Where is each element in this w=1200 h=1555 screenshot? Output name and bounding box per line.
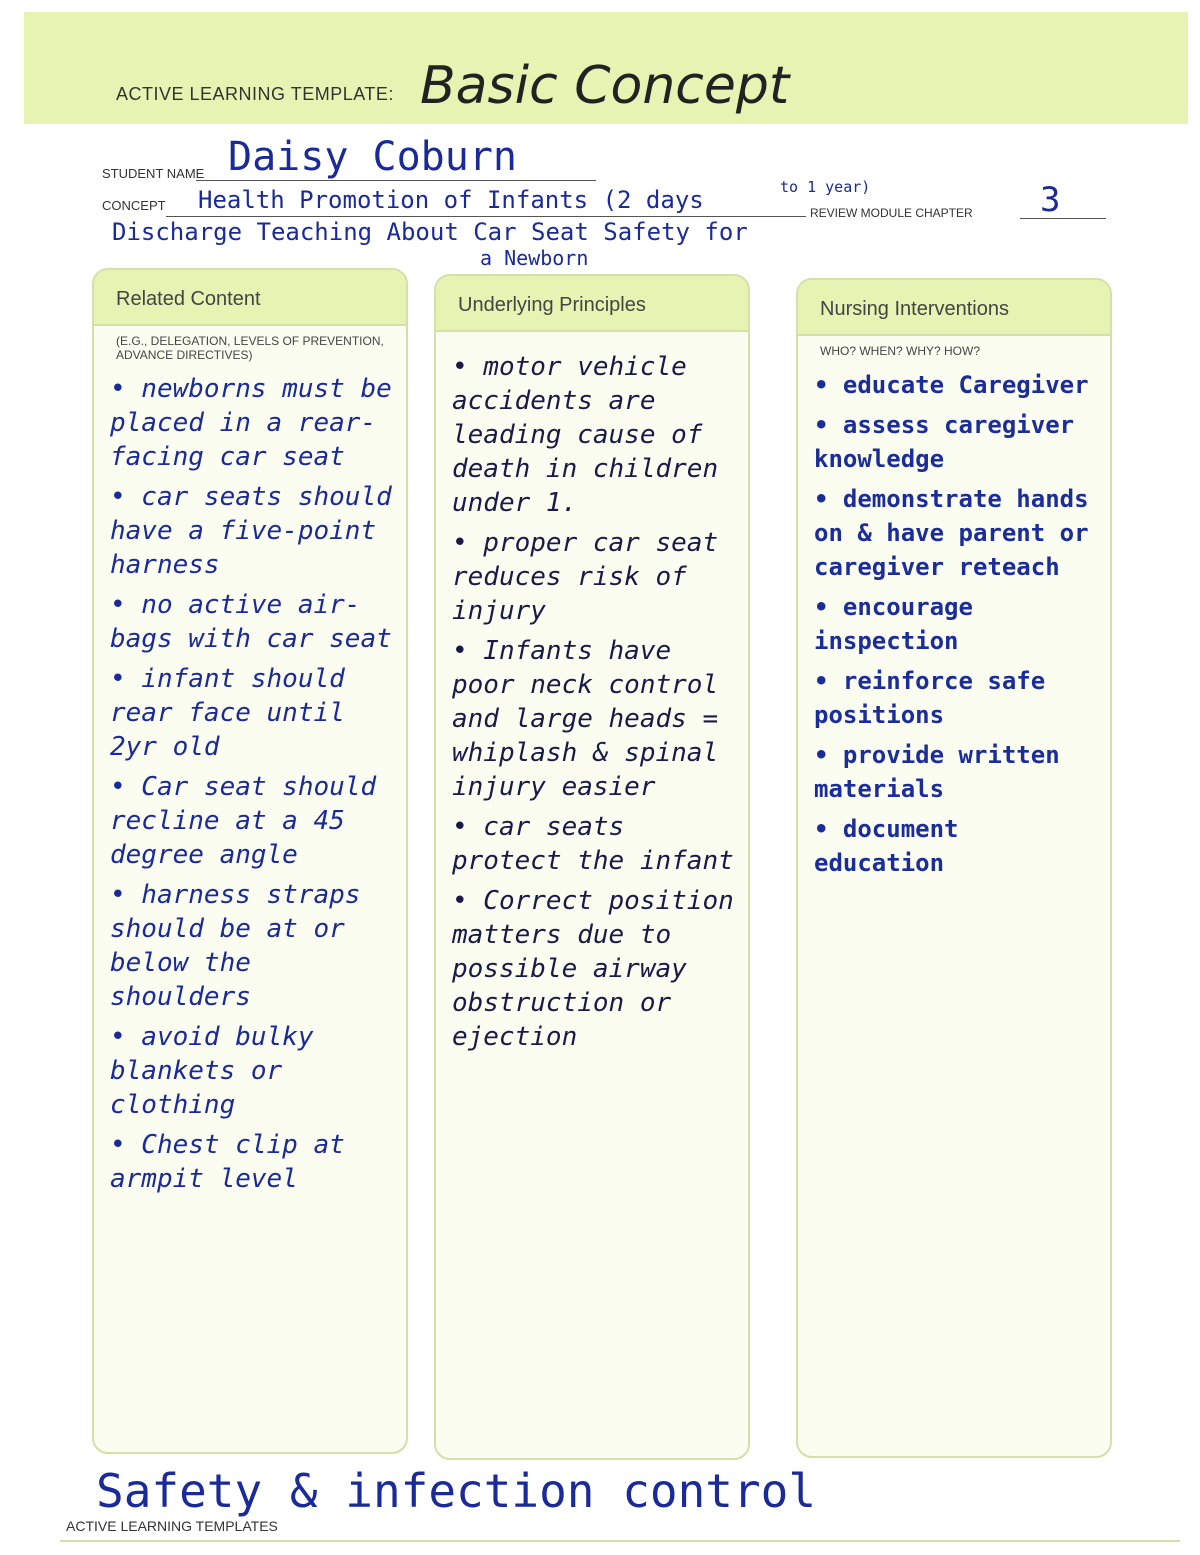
related-content-title: Related Content xyxy=(94,270,406,326)
list-item: • Infants have poor neck control and large heads = whiplash & spinal injury easier xyxy=(452,636,719,802)
list-item: • demonstrate hands on & have parent or caregiver reteach xyxy=(814,485,1089,581)
concept-superscript: to 1 year) xyxy=(780,178,871,196)
concept-label: CONCEPT xyxy=(102,198,166,213)
nursing-interventions-column xyxy=(796,278,1112,1458)
student-name-label: STUDENT NAME xyxy=(102,166,205,181)
list-item: • reinforce safe positions xyxy=(814,667,1046,729)
list-item: • newborns must be placed in a rear-facing car seat xyxy=(110,374,392,472)
list-item: • Chest clip at armpit level xyxy=(110,1130,345,1194)
list-item: • educate Caregiver xyxy=(814,371,1089,399)
footer-handwritten-note: Safety & infection control xyxy=(96,1464,817,1518)
review-module-label: REVIEW MODULE CHAPTER xyxy=(810,206,973,220)
related-content-column xyxy=(92,268,408,1454)
list-item: • car seats should have a five-point harness xyxy=(110,482,392,580)
concept-value[interactable]: Health Promotion of Infants (2 days xyxy=(198,186,704,214)
list-item: • proper car seat reduces risk of injury xyxy=(452,528,719,626)
list-item: • Correct position matters due to possible airway obstruction or ejection xyxy=(452,886,734,1052)
list-item: • infant should rear face until 2yr old xyxy=(110,664,345,762)
footer-label: ACTIVE LEARNING TEMPLATES xyxy=(66,1518,278,1534)
page-title: Basic Concept xyxy=(420,56,790,116)
review-module-line xyxy=(1020,218,1106,219)
list-item: • assess caregiver knowledge xyxy=(814,411,1075,473)
underlying-principles-title: Underlying Principles xyxy=(436,276,748,332)
nursing-interventions-subtitle: WHO? WHEN? WHY? HOW? xyxy=(820,344,981,358)
student-name-value[interactable]: Daisy Coburn xyxy=(228,134,517,180)
underlying-principles-column xyxy=(434,274,750,1460)
list-item: • car seats protect the infant xyxy=(452,812,734,876)
review-module-value[interactable]: 3 xyxy=(1040,180,1061,220)
list-item: • document education xyxy=(814,815,959,877)
list-item: • harness straps should be at or below the shoulders xyxy=(110,880,361,1012)
footer-divider xyxy=(60,1540,1180,1542)
nursing-interventions-list xyxy=(798,358,1110,880)
list-item: • motor vehicle accidents are leading cause of death in children under 1. xyxy=(452,352,719,518)
related-content-subtitle: (E.G., DELEGATION, LEVELS OF PREVENTION, ADVANCE DIRECTIVES) xyxy=(116,334,384,362)
list-item: • encourage inspection xyxy=(814,593,973,655)
list-item: • no active air-bags with car seat xyxy=(110,590,392,654)
template-label: ACTIVE LEARNING TEMPLATE: xyxy=(116,84,394,104)
related-content-list xyxy=(94,362,406,1196)
concept-line2: Discharge Teaching About Car Seat Safety for xyxy=(112,218,748,246)
underlying-principles-list xyxy=(436,332,748,1054)
student-name-line xyxy=(196,180,596,181)
nursing-interventions-title: Nursing Interventions xyxy=(798,280,1110,336)
list-item: • avoid bulky blankets or clothing xyxy=(110,1022,314,1120)
list-item: • Car seat should recline at a 45 degree angle xyxy=(110,772,377,870)
concept-line3: a Newborn xyxy=(480,246,589,270)
concept-line xyxy=(166,216,806,217)
list-item: • provide written materials xyxy=(814,741,1060,803)
